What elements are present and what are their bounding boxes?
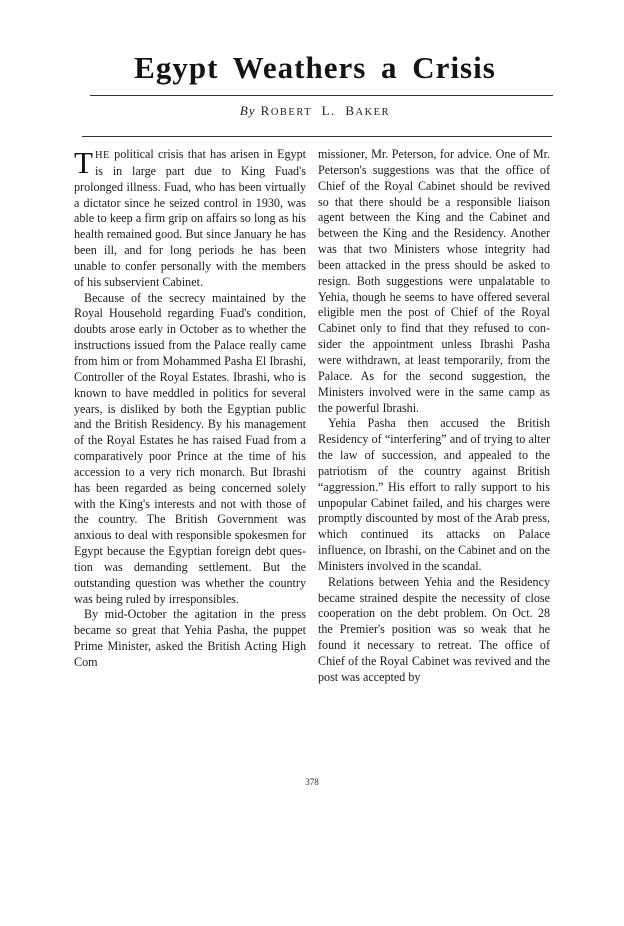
author-rest-1: OBERT [270,107,313,118]
author-initial-1: R [260,103,271,118]
byline-rule [82,136,552,137]
article-title: Egypt Weathers a Crisis [134,50,496,85]
byline [80,103,550,119]
right-column [318,147,550,686]
title-rule [90,95,553,96]
author-initial-2: L. [321,103,336,118]
author-initial-3: B [345,103,356,118]
author-rest-3: AKER [355,107,391,118]
left-column [74,147,306,671]
paragraph-4: missioner, Mr. Peterson, for advice. One of Mr. Peterson's suggestions was that the office of Chief of the Royal Cabinet should be revived so that there should be a responsible liaison agent between the King and the Cabinet and between the King and the Residency. Another was that two Ministers whose integrity had been attacked in the press should be asked to resign. Both suggestions were unpalatable to Yehia, though he seems to have offered several eligible men the post of Chief of the Royal Cabinet only to find that they refused to consider the appointment unless Ibrashi Pasha were withdrawn, at least temporarily, from the Palace. As for the second suggestion, the Ministers involved were in the same camp as the powerful Ibrashi. [318,147,550,415]
paragraph-2: Because of the secrecy maintained by the Royal Household regarding Fuad's condition, doubts arose early in October as to whether the instructions issued from the Palace really came from him or from Mohammed Pasha El Ibrashi, Controller of the Royal Estates. Ibrashi, who is known to have meddled in politics for several years, is disliked by both the Egyptian public and the British Residency. By his management of the Royal Estates he has raised Fuad from a comparatively poor Prince at the time of his accession to a very rich monarch. But Ibrashi has been regarded as being concerned solely with the King's interests and not with those of the country. The British Government was anxious to deal with responsible spokesmen for Egypt because the Egyptian foreign debt question was demanding settlement. But the outstanding question was whether the country was being ruled by irresponsibles. [74,290,306,606]
page-number: 378 [305,777,319,787]
paragraph-5: Yehia Pasha then accused the British Residency of “interfering” and of trying to alter the law of succession, and appealed to the patriotism of the country against British “aggression.” His effort to rally support to his unpopular Cabinet failed, and his charges were promptly discounted by most of the Arab press, which continued its attacks on Palace influence, on Ibrashi, on the Cabinet and on the Ministers involved in the scandal. [318,416,550,573]
paragraph-1-text: political crisis that has arisen in Egypt is in large part due to King Fuad's prolonged illness. Fuad, who has been virtually a dictator since he seized control in 1930, was able to keep a firm grip on affairs so long as his health remained good. But since January he has been ill, and for long periods he has been unable to confer personally with the members of his subservient Cabinet. [74,147,306,289]
byline-prefix: By [239,103,256,118]
paragraph-3: By mid-October the agitation in the press became so great that Yehia Pasha, the puppet Prime Minister, asked the British Acting High Com [74,607,306,669]
paragraph-6: Relations between Yehia and the Residency became strained despite the necessity of close cooperation on the debt problem. On Oct. 28 the Premier's position was so weak that he found it necessary to retreat. The office of Chief of the Royal Cabinet was revived and the post was accepted by [318,574,550,684]
drop-cap: T [74,145,93,180]
lead-small-caps: HE [94,150,110,161]
paragraph-1 [74,147,306,291]
